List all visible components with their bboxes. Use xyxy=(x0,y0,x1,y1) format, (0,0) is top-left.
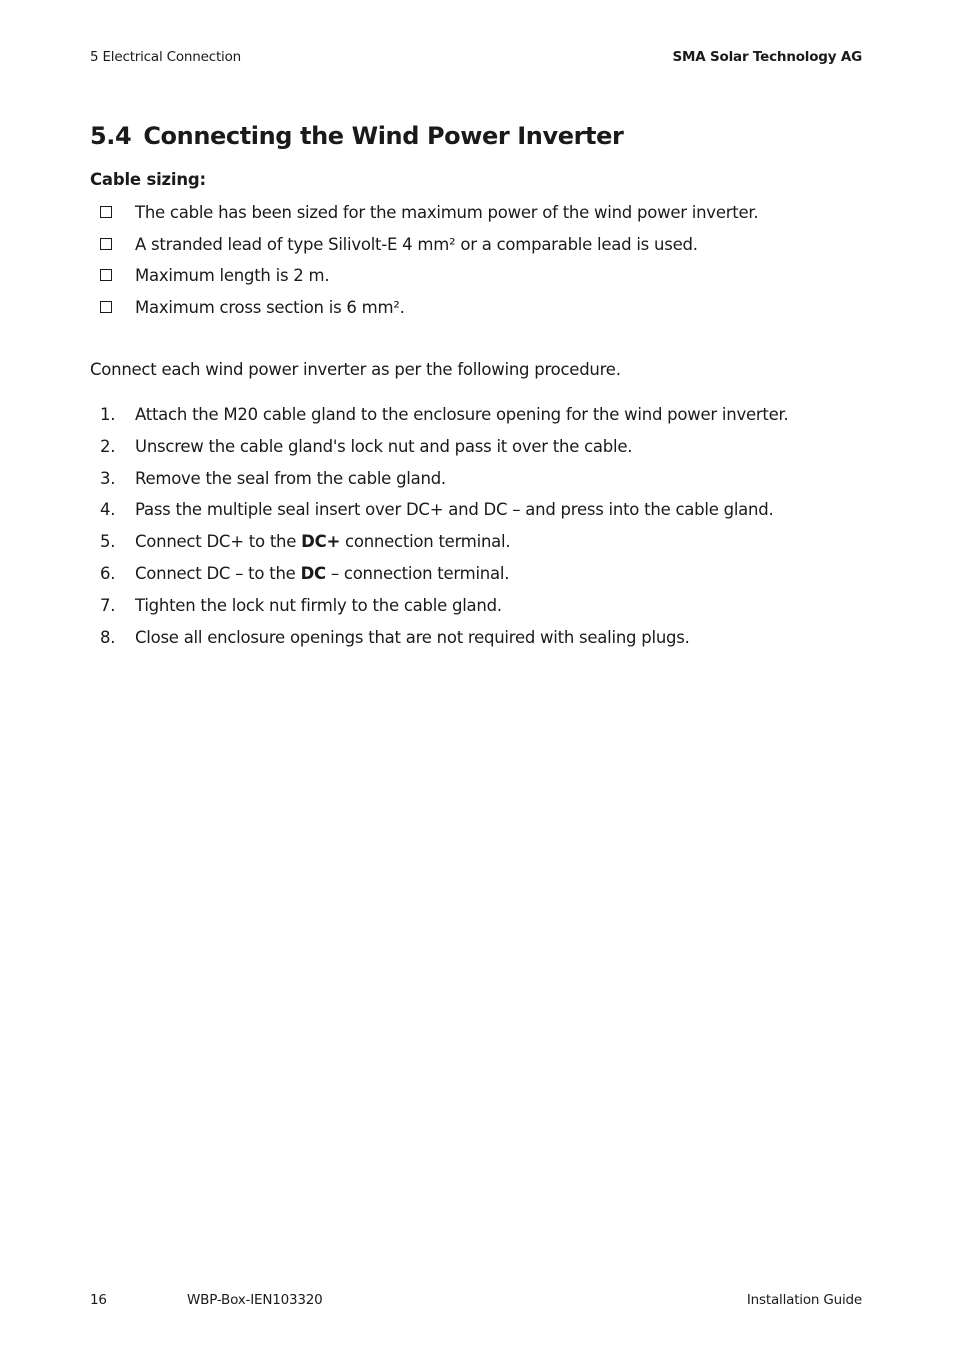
cable-sizing-heading: Cable sizing: xyxy=(90,170,206,189)
step-text-part: connection terminal. xyxy=(340,532,511,552)
step-number: 3. xyxy=(100,468,116,488)
section-number: 5.4 xyxy=(90,122,132,150)
step-text xyxy=(135,530,510,554)
procedure-step xyxy=(90,435,870,467)
step-text-part: Connect DC – to the xyxy=(135,563,301,583)
procedure-step xyxy=(90,562,870,594)
procedure-intro: Connect each wind power inverter as per the following procedure. xyxy=(90,360,621,379)
step-text-part: Connect DC+ to the xyxy=(135,532,302,552)
step-text xyxy=(135,626,690,650)
step-number: 6. xyxy=(100,563,116,583)
checklist-item xyxy=(90,201,870,233)
checklist-item-text: Maximum length is 2 m. xyxy=(135,266,330,286)
running-header-chapter: 5 Electrical Connection xyxy=(90,49,242,65)
step-text xyxy=(135,498,773,522)
procedure-step xyxy=(90,594,870,626)
step-number: 5. xyxy=(100,532,116,552)
step-text xyxy=(135,594,502,618)
step-number: 8. xyxy=(100,627,116,647)
checklist-item xyxy=(90,264,870,296)
running-header-company: SMA Solar Technology AG xyxy=(672,49,862,65)
step-text xyxy=(135,562,509,586)
checkbox-icon xyxy=(100,269,112,281)
step-text-part: Pass the multiple seal insert over DC+ and DC – and press into the cable gland. xyxy=(135,500,774,520)
step-number: 2. xyxy=(100,436,116,456)
checklist-item xyxy=(90,233,870,265)
checklist-item-text: Maximum cross section is 6 mm². xyxy=(135,298,405,318)
step-text-part: Remove the seal from the cable gland. xyxy=(135,468,446,488)
procedure-steps xyxy=(90,403,870,657)
step-number: 7. xyxy=(100,595,116,615)
checkbox-icon xyxy=(100,238,112,250)
step-text-part: Close all enclosure openings that are not required with sealing plugs. xyxy=(135,627,690,647)
step-text xyxy=(135,435,632,459)
document-id: WBP-Box-IEN103320 xyxy=(187,1292,323,1308)
procedure-step xyxy=(90,467,870,499)
terminal-label: DC xyxy=(300,563,326,583)
checklist-item-text: The cable has been sized for the maximum power of the wind power inverter. xyxy=(135,203,759,222)
step-text-part: – connection terminal. xyxy=(325,563,510,583)
step-text-part: Unscrew the cable gland's lock nut and pass it over the cable. xyxy=(135,436,633,456)
checkbox-icon xyxy=(100,301,112,313)
step-number: 4. xyxy=(100,500,116,520)
procedure-step xyxy=(90,530,870,562)
step-text-part: Attach the M20 cable gland to the enclosure opening for the wind power inverter. xyxy=(135,405,789,424)
cable-sizing-checklist xyxy=(90,201,870,328)
checkbox-icon xyxy=(100,206,112,218)
step-text xyxy=(135,403,789,427)
page-number: 16 xyxy=(90,1292,107,1308)
section-title-text: Connecting the Wind Power Inverter xyxy=(143,122,624,150)
procedure-step xyxy=(90,626,870,658)
checklist-item-text: A stranded lead of type Silivolt-E 4 mm² or a comparable lead is used. xyxy=(135,234,698,254)
checklist-item xyxy=(90,296,870,328)
document-type: Installation Guide xyxy=(746,1292,862,1308)
step-number: 1. xyxy=(100,405,116,424)
procedure-step xyxy=(90,498,870,530)
step-text xyxy=(135,467,446,491)
section-title xyxy=(90,122,623,150)
procedure-step xyxy=(90,403,870,435)
step-text-part: Tighten the lock nut firmly to the cable gland. xyxy=(135,595,502,615)
terminal-label: DC+ xyxy=(301,532,341,552)
